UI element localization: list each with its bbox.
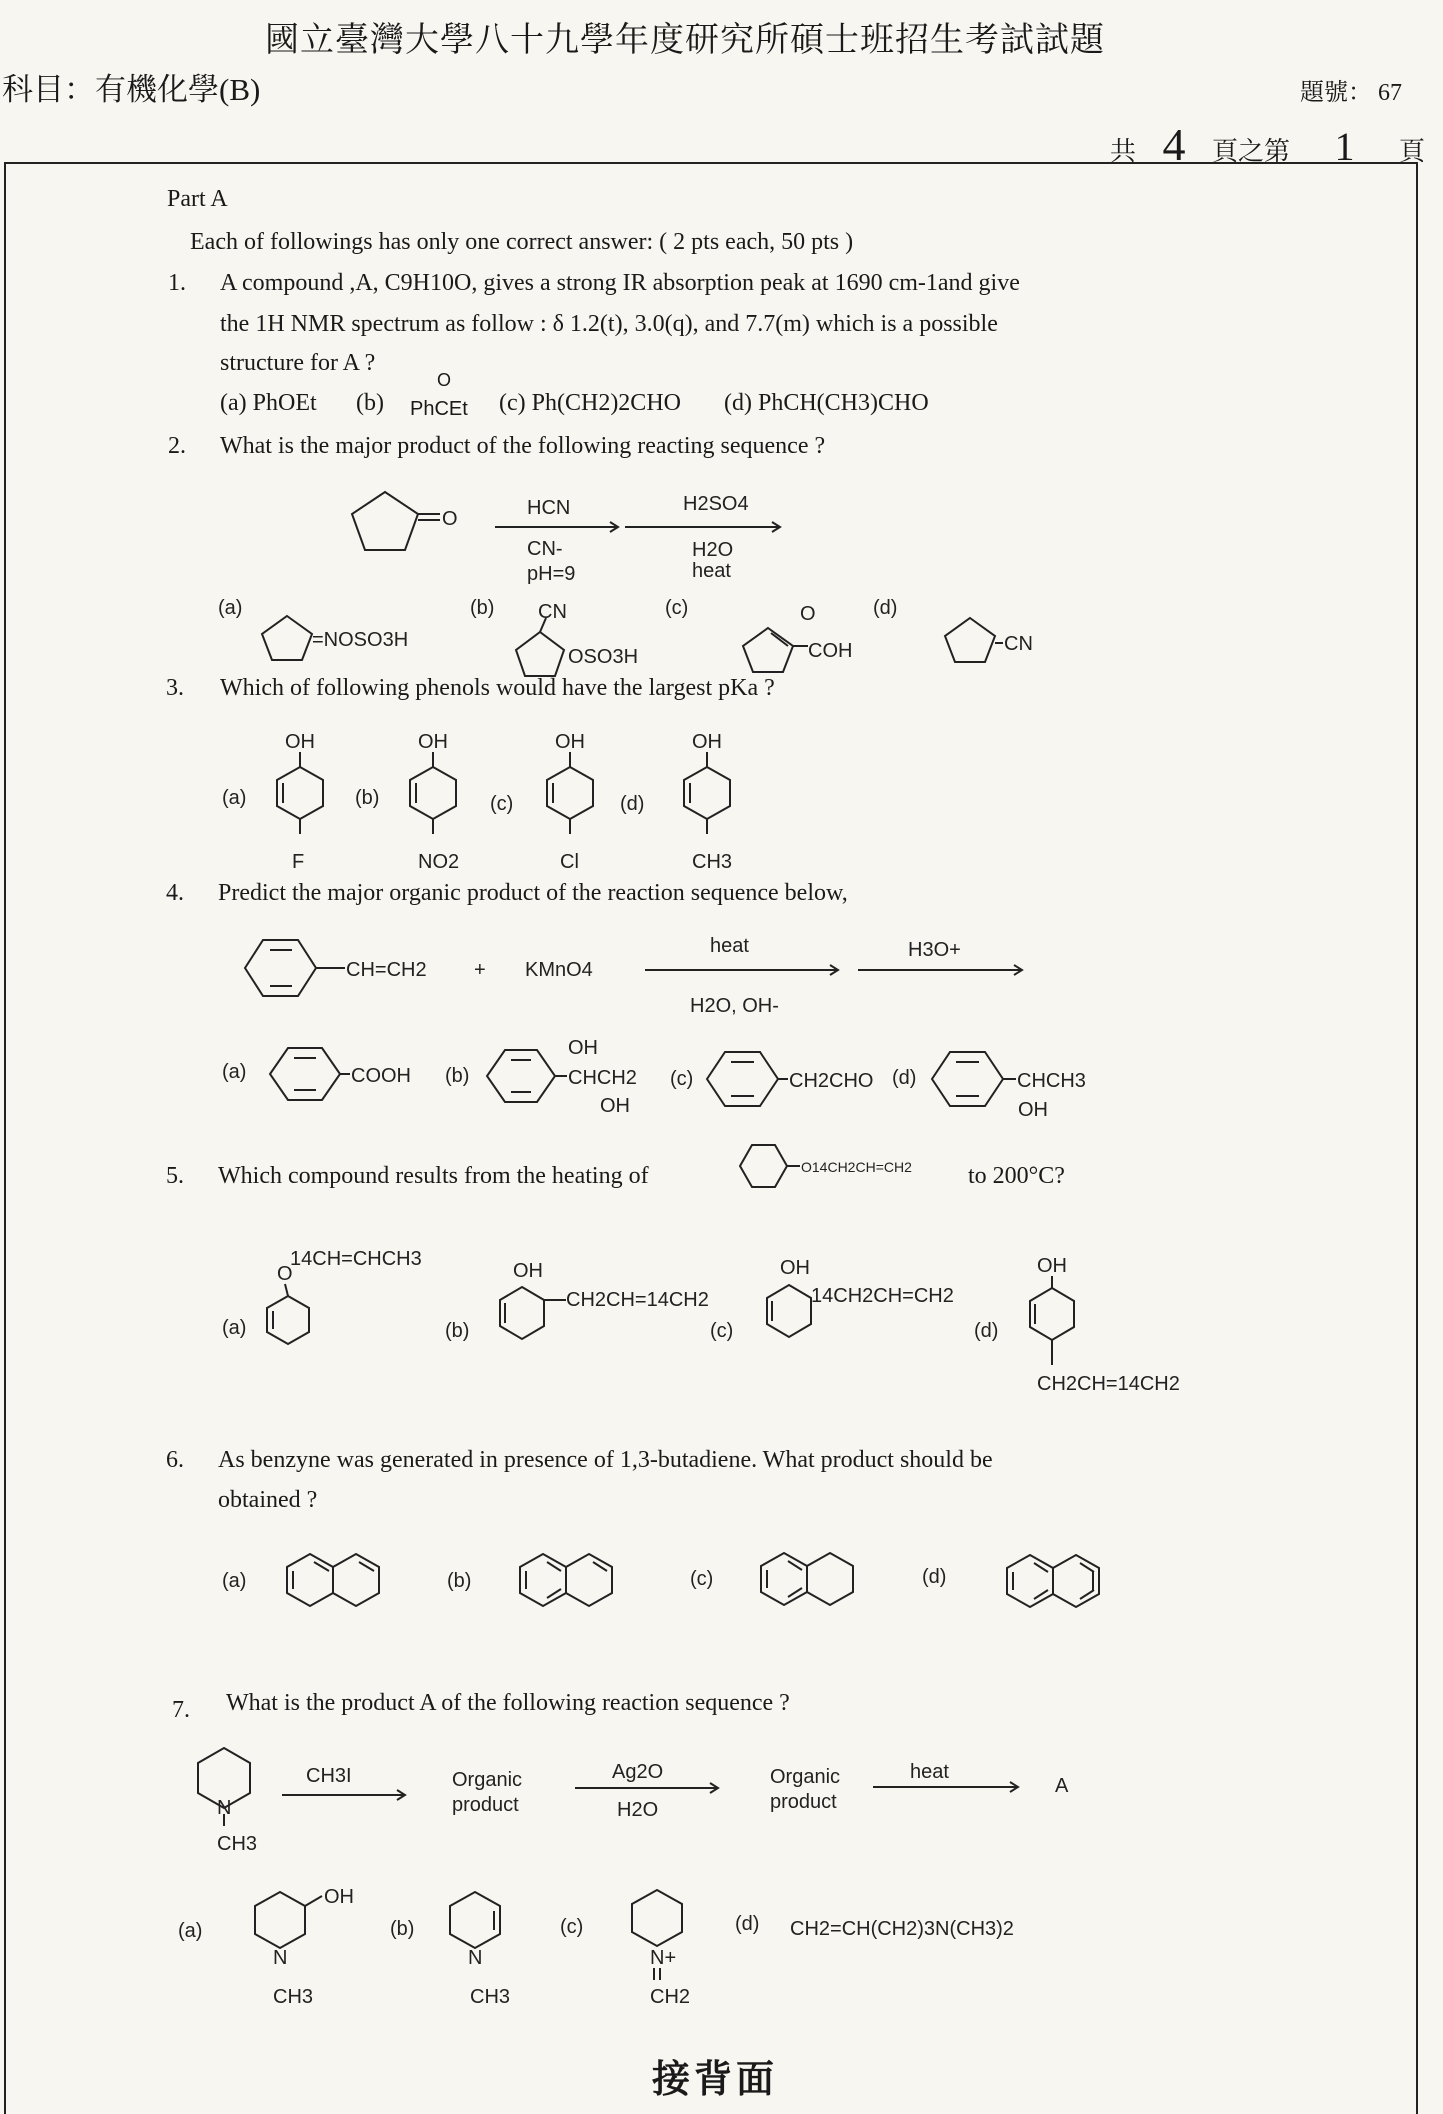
q7-option-d-formula: CH2=CH(CH2)3N(CH3)2 [790, 1918, 1014, 1940]
q1-line-2: the 1H NMR spectrum as follow : δ 1.2(t), 3.0(q), and 7.7(m) which is a possible [220, 311, 998, 337]
q5-option-c-chain: 14CH2CH=CH2 [811, 1285, 954, 1307]
q2-option-c-oxygen: O [800, 603, 816, 625]
q3-option-d-ch3: CH3 [692, 851, 733, 873]
pages-total: 4 [1162, 119, 1186, 170]
q7-option-c-label: (c) [560, 1916, 584, 1938]
q3-option-c-label: (c) [490, 793, 514, 815]
q2-option-c-ring [743, 628, 793, 672]
q6-line-2: obtained ? [218, 1487, 318, 1513]
q3-option-a-oh: OH [285, 731, 315, 753]
q7-reagent-h2o: H2O [617, 1799, 659, 1821]
q6-option-c-label: (c) [690, 1568, 714, 1590]
q2-cyclopentanone-ring [352, 492, 418, 550]
q1-option-b-formula: PhCEt [410, 398, 468, 420]
q1-option-c: (c) Ph(CH2)2CHO [499, 390, 681, 416]
q5-text-before: Which compound results from the heating of [218, 1163, 649, 1189]
q7-option-b-n: N [468, 1947, 483, 1969]
q7-number: 7. [172, 1697, 190, 1723]
q4-option-b-oh-bottom: OH [600, 1095, 630, 1117]
q4-option-b-chain: CHCH2 [568, 1067, 637, 1089]
q2-option-b-group: OSO3H [568, 646, 639, 668]
q7-product-a: A [1055, 1775, 1069, 1797]
q6-option-b-ring-right [566, 1554, 612, 1606]
svg-text:O: O [442, 508, 458, 530]
q4-vinyl-group: CH=CH2 [346, 959, 427, 981]
q4-plus-sign: + [474, 959, 486, 981]
q4-reagent-acid: H3O+ [908, 939, 961, 961]
q4-option-b-label: (b) [445, 1065, 470, 1087]
q4-option-b-ring [487, 1050, 555, 1102]
q7-option-c-n: N+ [650, 1947, 677, 1969]
exam-title: 國立臺灣大學八十九學年度研究所碩士班招生考試試題 [265, 22, 1105, 59]
q2-option-b-cn: CN [538, 601, 567, 623]
q2-number: 2. [168, 433, 186, 459]
q5-reactant-group: O14CH2CH=CH2 [801, 1159, 912, 1175]
q6-line-1: As benzyne was generated in presence of 1,3-butadiene. What product should be [218, 1447, 993, 1473]
q7-option-b-label: (b) [390, 1918, 415, 1940]
q7-intermediate-1-line-2: product [452, 1794, 519, 1816]
q2-reagent-h2so4: H2SO4 [683, 493, 749, 515]
q7-option-b-ch3: CH3 [470, 1986, 511, 2008]
q5-option-d-chain: CH2CH=14CH2 [1037, 1373, 1180, 1395]
q2-option-c-label: (c) [665, 597, 689, 619]
q2-reagent-cn: CN- [527, 538, 563, 560]
q7-option-c-ch2: CH2 [650, 1986, 691, 2008]
q1-option-d: (d) PhCH(CH3)CHO [724, 390, 929, 416]
q2-option-b-ring [516, 632, 564, 676]
q3-option-b-label: (b) [355, 787, 380, 809]
q6-number: 6. [166, 1447, 184, 1473]
q4-kmno4: KMnO4 [525, 959, 593, 981]
q2-option-a-label: (a) [218, 597, 243, 619]
q5-reactant-ring [740, 1145, 787, 1187]
q4-option-d-ring [932, 1052, 1003, 1106]
q4-option-a-label: (a) [222, 1061, 247, 1083]
q7-reagent-ag2o: Ag2O [612, 1761, 664, 1783]
q7-text: What is the product A of the following reaction sequence ? [226, 1690, 790, 1716]
q7-option-a-oh: OH [324, 1886, 354, 1908]
q4-option-c-ring [707, 1052, 778, 1106]
q7-option-c-ring [632, 1890, 682, 1946]
continue-on-back-note: 接背面 [652, 2059, 779, 2101]
q5-option-c-oh: OH [780, 1257, 810, 1279]
q2-reagent-hcn: HCN [527, 497, 571, 519]
q2-text: What is the major product of the following reacting sequence ? [220, 433, 826, 459]
q1-line-1: A compound ,A, C9H10O, gives a strong IR absorption peak at 1690 cm-1and give [220, 270, 1020, 296]
q6-option-a-ring-right [333, 1554, 379, 1606]
q3-option-a-f: F [292, 851, 305, 873]
q7-option-a-n: N [273, 1947, 288, 1969]
q4-option-c-label: (c) [670, 1068, 694, 1090]
q7-intermediate-2-line-1: Organic [770, 1766, 841, 1788]
q4-option-b-oh-top: OH [568, 1037, 598, 1059]
q7-option-a-ring [255, 1892, 305, 1948]
q5-option-a-oxygen: O [277, 1263, 293, 1285]
q5-text-after: to 200°C? [968, 1163, 1065, 1189]
q5-number: 5. [166, 1163, 184, 1189]
q1-number: 1. [168, 270, 186, 296]
q4-option-a-group: COOH [351, 1065, 411, 1087]
q7-intermediate-2-line-2: product [770, 1791, 837, 1813]
exam-code-value: 67 [1378, 80, 1402, 106]
q4-reagent-heat: heat [710, 935, 749, 957]
q4-styrene-ring [245, 940, 316, 996]
q4-option-d-label: (d) [892, 1067, 917, 1089]
q4-option-d-group: CHCH3 [1017, 1070, 1086, 1092]
q3-text: Which of following phenols would have the largest pKa ? [220, 675, 775, 701]
q7-option-d-label: (d) [735, 1913, 760, 1935]
q2-option-d-ring [945, 618, 995, 662]
q6-option-a-label: (a) [222, 1570, 247, 1592]
q5-option-a-chain: 14CH=CHCH3 [290, 1248, 422, 1270]
q7-option-a-label: (a) [178, 1920, 203, 1942]
part-title: Part A [167, 186, 228, 212]
q2-reagent-ph: pH=9 [527, 563, 576, 585]
q3-option-a-label: (a) [222, 787, 247, 809]
q2-option-d-label: (d) [873, 597, 898, 619]
q4-text: Predict the major organic product of the reaction sequence below, [218, 880, 848, 906]
q3-option-c-cl: Cl [560, 851, 579, 873]
q5-option-c-ring [767, 1285, 811, 1337]
q5-option-a-label: (a) [222, 1317, 247, 1339]
q5-option-b-ring [500, 1287, 544, 1339]
q7-reagent-ch3i: CH3I [306, 1765, 352, 1787]
q5-option-d-oh: OH [1037, 1255, 1067, 1277]
q2-reagent-heat: heat [692, 560, 731, 582]
pages-mid: 頁之第 [1212, 137, 1291, 166]
q6-option-c-ring-right [807, 1553, 853, 1605]
q4-option-a-ring [270, 1048, 340, 1100]
q4-number: 4. [166, 880, 184, 906]
q2-option-b-label: (b) [470, 597, 495, 619]
q1-option-b-oxygen: O [437, 370, 452, 390]
pages-suffix: 頁 [1399, 137, 1426, 166]
q3-option-d-label: (d) [620, 793, 645, 815]
q5-option-b-label: (b) [445, 1320, 470, 1342]
q5-option-b-chain: CH2CH=14CH2 [566, 1289, 709, 1311]
q2-option-d-group: CN [1004, 633, 1033, 655]
subject-label: 科目：有機化學(B) [2, 72, 261, 107]
q7-intermediate-1-line-1: Organic [452, 1769, 523, 1791]
part-instruction: Each of followings has only one correct answer: ( 2 pts each, 50 pts ) [190, 229, 854, 255]
q3-option-b-oh: OH [418, 731, 448, 753]
q5-option-d-ring [1030, 1288, 1074, 1340]
q5-option-c-label: (c) [710, 1320, 734, 1342]
q2-option-a-ring [262, 616, 312, 660]
q6-option-b-label: (b) [447, 1570, 472, 1592]
q1-option-a: (a) PhOEt [220, 390, 317, 416]
q7-start-ch3: CH3 [217, 1833, 258, 1855]
q2-reagent-h2o: H2O [692, 539, 734, 561]
q4-option-c-group: CH2CHO [789, 1070, 874, 1092]
q7-option-a-ch3: CH3 [273, 1986, 314, 2008]
q5-option-b-oh: OH [513, 1260, 543, 1282]
q7-reagent-heat: heat [910, 1761, 949, 1783]
q1-line-3: structure for A ? [220, 350, 376, 376]
q5-option-d-label: (d) [974, 1320, 999, 1342]
q4-reagent-base: H2O, OH- [690, 995, 779, 1017]
q3-number: 3. [166, 675, 184, 701]
pages-prefix: 共 [1110, 137, 1137, 166]
q7-start-n: N [217, 1797, 232, 1819]
q3-option-d-oh: OH [692, 731, 722, 753]
q3-option-c-oh: OH [555, 731, 585, 753]
exam-code-label: 題號： [1300, 80, 1372, 106]
q7-option-b-ring [450, 1892, 500, 1948]
q1-option-b-label: (b) [356, 390, 384, 416]
q3-option-b-no2: NO2 [418, 851, 460, 873]
q6-option-d-label: (d) [922, 1566, 947, 1588]
q4-option-d-oh: OH [1018, 1099, 1048, 1121]
pages-current: 1 [1334, 124, 1355, 169]
q2-option-c-group: COH [808, 640, 853, 662]
q2-option-a-group: =NOSO3H [312, 629, 409, 651]
